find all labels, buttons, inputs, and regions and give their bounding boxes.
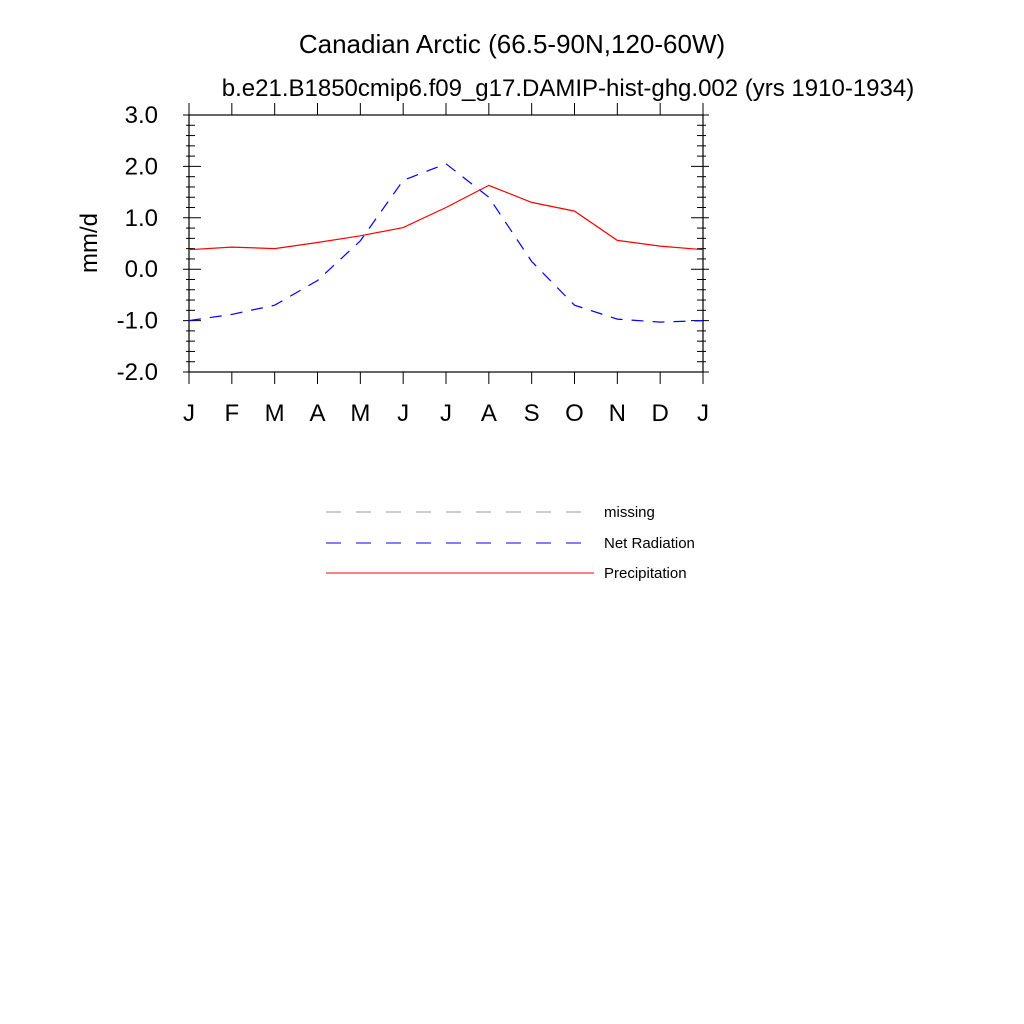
x-tick-label: O — [565, 400, 584, 427]
x-tick-label: A — [480, 400, 497, 427]
y-tick-label: -2.0 — [116, 359, 158, 386]
y-tick-label: -1.0 — [116, 307, 158, 335]
x-tick-label: M — [264, 400, 285, 427]
x-tick-label: J — [697, 400, 709, 427]
x-tick-label: J — [183, 400, 195, 427]
x-tick-label: J — [440, 400, 452, 427]
chart-title: Canadian Arctic (66.5-90N,120-60W) — [298, 29, 726, 59]
plot-frame — [189, 115, 703, 372]
series-lines — [189, 164, 703, 322]
x-tick-label: S — [523, 400, 540, 427]
axes — [117, 102, 709, 427]
legend-label: Precipitation — [604, 565, 687, 582]
x-tick-label: D — [651, 400, 669, 427]
y-tick-label: 1.0 — [124, 204, 158, 232]
y-tick-label: 0.0 — [124, 256, 158, 284]
series-line-net-radiation — [189, 164, 703, 322]
x-tick-label: N — [608, 400, 627, 427]
y-tick-label: 2.0 — [124, 153, 158, 181]
y-axis-label: mm/d — [76, 213, 103, 273]
legend — [326, 504, 695, 582]
legend-label: Net Radiation — [604, 535, 695, 552]
x-tick-label: J — [397, 400, 410, 427]
x-tick-label: F — [224, 400, 240, 427]
x-tick-label: A — [309, 400, 326, 427]
legend-label: missing — [604, 504, 655, 521]
chart-subtitle: b.e21.B1850cmip6.f09_g17.DAMIP-hist-ghg.002 (yrs 1910-1934) — [221, 75, 915, 102]
x-tick-label: M — [350, 400, 371, 427]
series-line-precipitation — [189, 185, 703, 249]
y-tick-label: 3.0 — [124, 102, 158, 129]
